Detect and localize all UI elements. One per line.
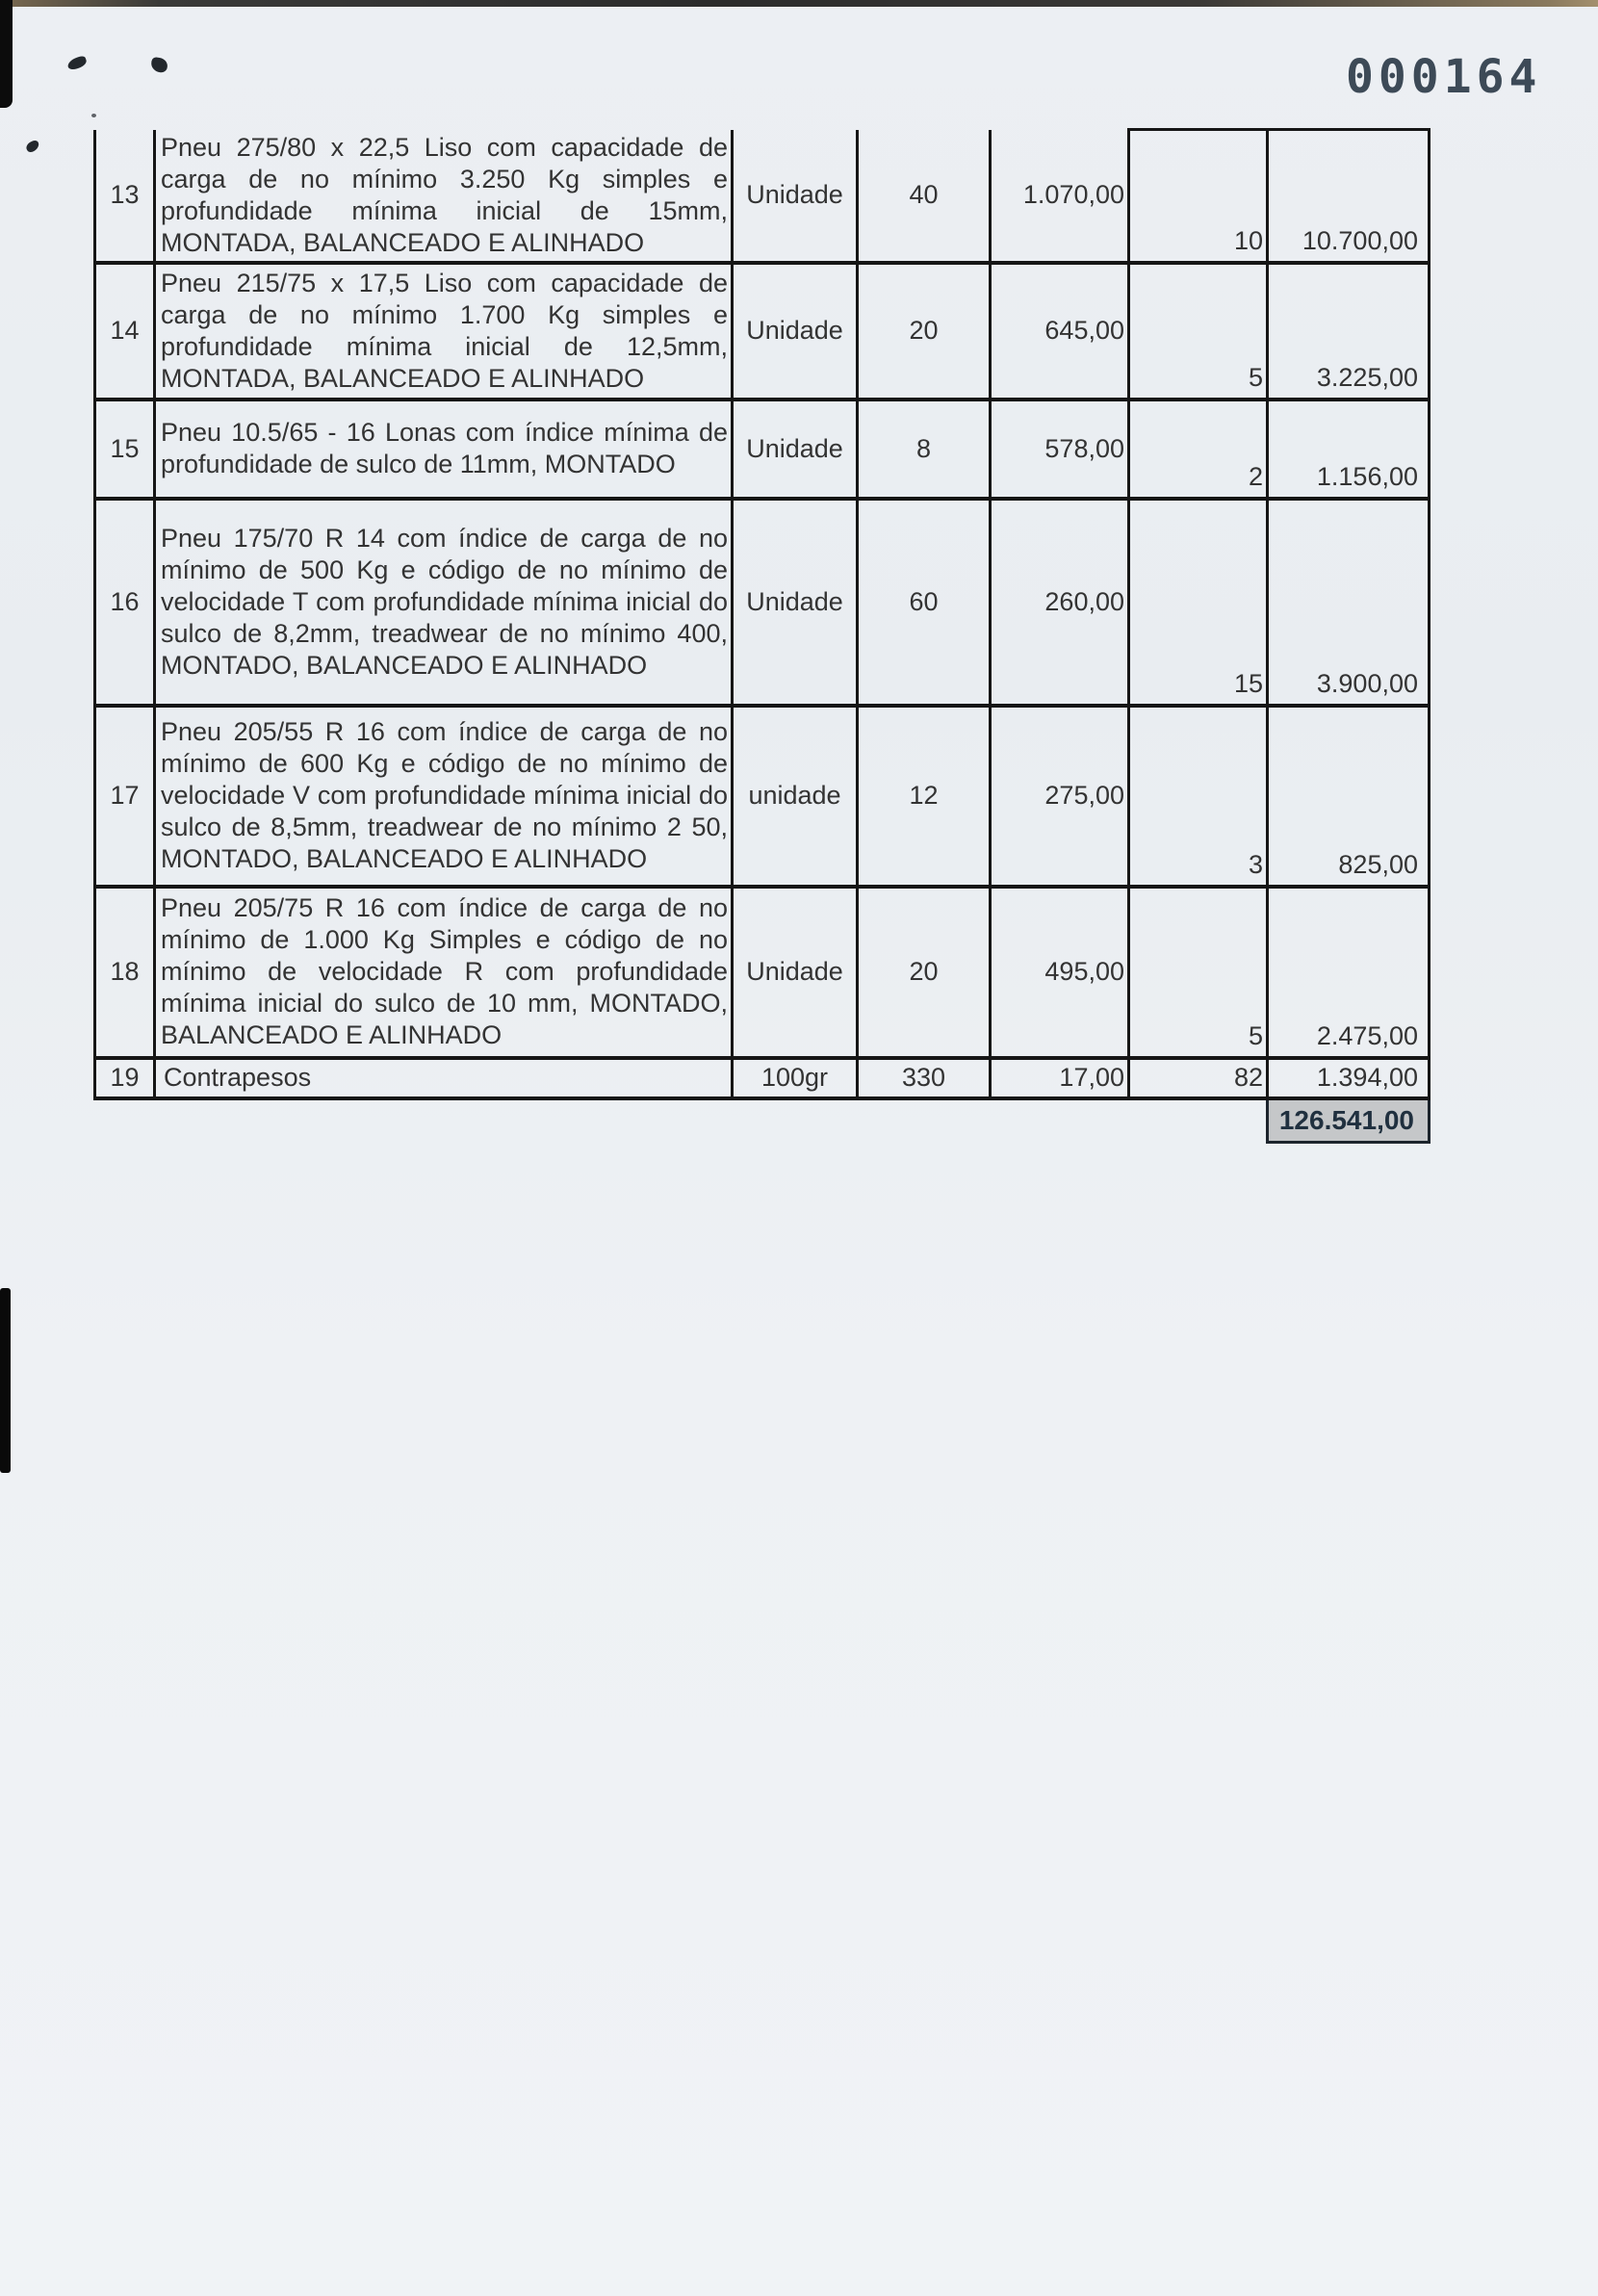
quantity-cell: 12	[858, 706, 991, 887]
unit-price-cell: 495,00	[991, 887, 1129, 1058]
unit-cell: Unidade	[733, 130, 858, 263]
description-cell: Pneu 175/70 R 14 com índice de carga de no mínimo de 500 Kg e código de no mínimo de velocidade T com profundidade mínima inicial do sulco de 8,2mm, treadwear de no mínimo 400, MONTADO, BALANCEADO E ALINHADO	[155, 499, 733, 706]
unit-price-cell: 260,00	[991, 499, 1129, 706]
row-total-cell: 3.900,00	[1268, 499, 1430, 706]
description-cell: Pneu 205/55 R 16 com índice de carga de no mínimo de 600 Kg e código de no mínimo de velocidade V com profundidade mínima inicial do sulco de 8,5mm, treadwear de no mínimo 2 50, MONTADO, BALANCEADO E ALINHADO	[155, 706, 733, 887]
scan-artifact-left-bar-top	[0, 0, 13, 108]
scan-edge-top-strip	[0, 0, 1598, 7]
description-cell: Pneu 205/75 R 16 com índice de carga de no mínimo de 1.000 Kg Simples e código de no mínimo de velocidade R com profundidade mínima inicial do sulco de 10 mm, MONTADO, BALANCEADO E ALINHADO	[155, 887, 733, 1058]
item-number-cell: 19	[95, 1058, 155, 1098]
table-row	[95, 499, 1430, 706]
row-total-cell: 825,00	[1268, 706, 1430, 887]
description-cell: Pneu 275/80 x 22,5 Liso com capacidade de carga de no mínimo 3.250 Kg simples e profundidade mínima inicial de 15mm, MONTADA, BALANCEADO E ALINHADO	[155, 130, 733, 263]
item-number-cell: 14	[95, 263, 155, 400]
quantity-cell: 60	[858, 499, 991, 706]
unit-price-cell: 578,00	[991, 400, 1129, 499]
table-row	[95, 130, 1430, 263]
item-number-cell: 13	[95, 130, 155, 263]
table-row	[95, 887, 1430, 1058]
description-cell: Pneu 215/75 x 17,5 Liso com capacidade de carga de no mínimo 1.700 Kg simples e profundidade mínima inicial de 12,5mm, MONTADA, BALANCEADO E ALINHADO	[155, 263, 733, 400]
quantity-cell: 40	[858, 130, 991, 263]
grand-total-spacer	[95, 1098, 1268, 1143]
quantity2-cell: 5	[1129, 263, 1268, 400]
description-cell: Contrapesos	[155, 1058, 733, 1098]
row-total-cell: 10.700,00	[1268, 130, 1430, 263]
quantity2-cell: 5	[1129, 887, 1268, 1058]
quantity2-cell: 82	[1129, 1058, 1268, 1098]
unit-cell: Unidade	[733, 887, 858, 1058]
row-total-cell: 2.475,00	[1268, 887, 1430, 1058]
description-cell: Pneu 10.5/65 - 16 Lonas com índice mínima de profundidade de sulco de 11mm, MONTADO	[155, 400, 733, 499]
unit-cell: 100gr	[733, 1058, 858, 1098]
table-row	[95, 400, 1430, 499]
quantity-cell: 20	[858, 887, 991, 1058]
quantity2-cell: 2	[1129, 400, 1268, 499]
unit-price-cell: 645,00	[991, 263, 1129, 400]
item-number-cell: 15	[95, 400, 155, 499]
table-row	[95, 263, 1430, 400]
row-total-cell: 1.156,00	[1268, 400, 1430, 499]
unit-cell: Unidade	[733, 400, 858, 499]
unit-cell: Unidade	[733, 499, 858, 706]
unit-cell: unidade	[733, 706, 858, 887]
quantity2-cell: 10	[1129, 130, 1268, 263]
unit-price-cell: 275,00	[991, 706, 1129, 887]
scan-smudge	[150, 57, 168, 73]
grand-total-cell: 126.541,00	[1268, 1098, 1430, 1143]
row-total-cell: 1.394,00	[1268, 1058, 1430, 1098]
scan-smudge	[66, 55, 88, 71]
scan-smudge	[24, 139, 40, 154]
unit-price-cell: 17,00	[991, 1058, 1129, 1098]
page-number-stamp: 000164	[1346, 50, 1542, 104]
quantity-cell: 330	[858, 1058, 991, 1098]
item-number-cell: 16	[95, 499, 155, 706]
grand-total-row	[95, 1098, 1430, 1143]
scan-smudge	[91, 114, 96, 117]
item-number-cell: 17	[95, 706, 155, 887]
unit-cell: Unidade	[733, 263, 858, 400]
table-row	[95, 1058, 1430, 1098]
items-table	[93, 128, 1430, 1144]
row-total-cell: 3.225,00	[1268, 263, 1430, 400]
quantity-cell: 20	[858, 263, 991, 400]
quantity-cell: 8	[858, 400, 991, 499]
quantity2-cell: 15	[1129, 499, 1268, 706]
scan-artifact-left-bar-middle	[0, 1288, 11, 1473]
unit-price-cell: 1.070,00	[991, 130, 1129, 263]
table-row	[95, 706, 1430, 887]
quantity2-cell: 3	[1129, 706, 1268, 887]
item-number-cell: 18	[95, 887, 155, 1058]
